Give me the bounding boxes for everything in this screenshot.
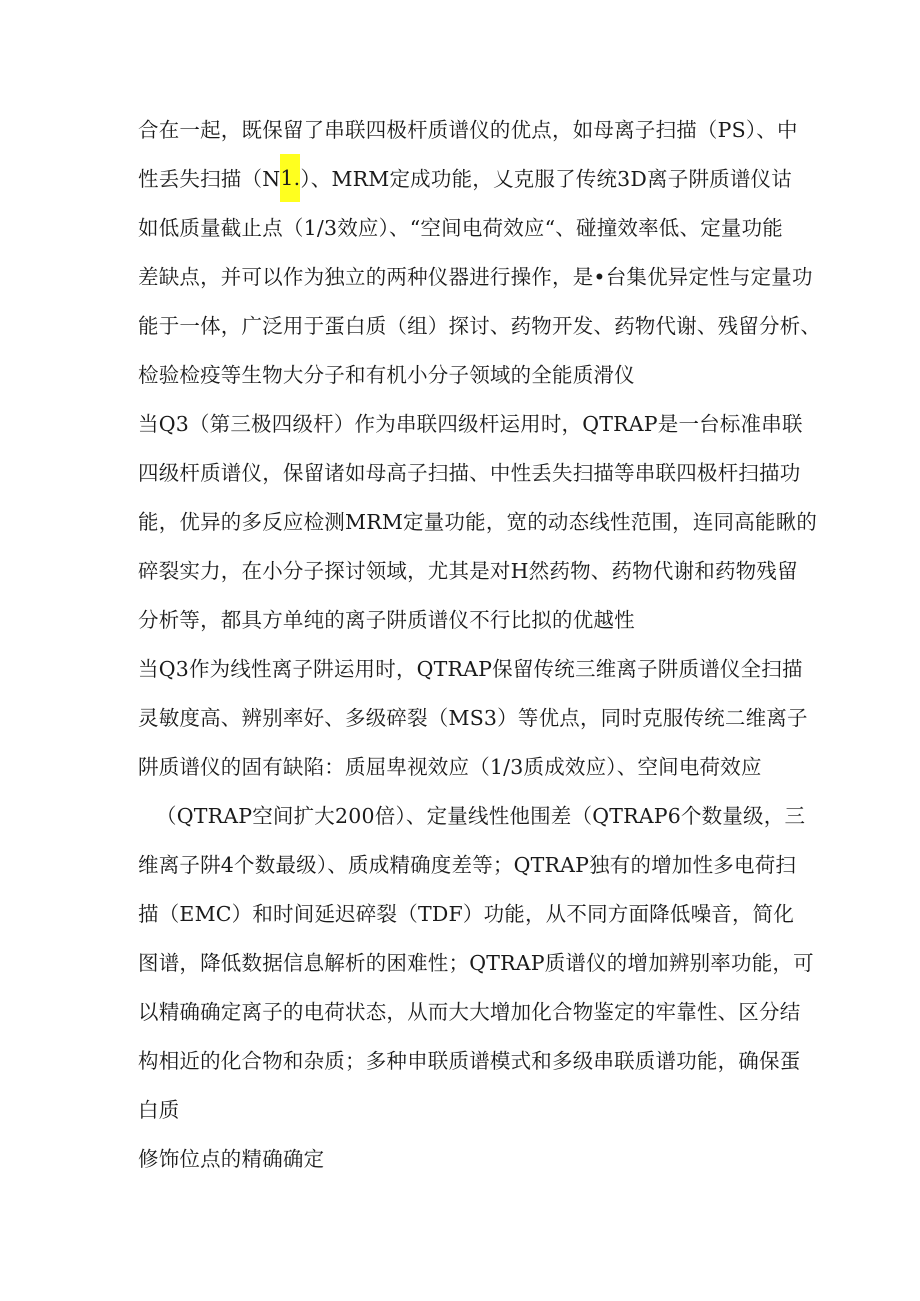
text-line: 描（EMC）和时间延迟碎裂（TDF）功能，从不同方面降低噪音，简化 xyxy=(138,902,795,926)
text-line: 阱质谱仪的固有缺陷：质屈卑视效应（1/3质成效应）、空间电荷效应 xyxy=(138,755,762,779)
text-line: （QTRAP空间扩大200倍）、定量线性他围差（QTRAP6个数量级，三 xyxy=(156,804,806,828)
text-segment: 性丢失扫描（N xyxy=(138,167,281,191)
text-line: 合在一起，既保留了串联四极杆质谱仪的优点，如母离子扫描（PS）、中 xyxy=(138,118,798,142)
text-line: 能于一体，广泛用于蛋白质（组）探讨、药物开发、药物代谢、残留分析、 xyxy=(138,314,822,338)
text-line: 白质 xyxy=(138,1098,180,1122)
text-line: 构相近的化合物和杂质；多种申联质谱模式和多级串联质谱功能，确保蛋 xyxy=(138,1049,801,1073)
text-line: 图谱，降低数据信息解析的困难性；QTRAP质谱仪的增加辨别率功能，可 xyxy=(138,951,814,975)
text-line: 如低质量截止点（1/3效应）、“空间电荷效应“、碰撞效率低、定量功能 xyxy=(138,216,784,240)
text-line: 当Q3（第三极四级杆）作为串联四级杆运用时，QTRAP是一台标准串联 xyxy=(138,412,803,436)
text-line: 以精确确定离子的电荷状态，从而大大增加化合物鉴定的牢靠性、区分结 xyxy=(138,1000,801,1024)
text-line: 四级杆质谱仪，保留诸如母高子扫描、中性丢失扫描等串联四极杆扫描功 xyxy=(138,461,801,485)
text-line xyxy=(138,160,818,209)
highlighted-text: 1. xyxy=(280,154,300,202)
document-body xyxy=(138,111,822,1189)
text-line: 当Q3作为线性离子阱运用时，QTRAP保留传统三维离子阱质谱仪全扫描 xyxy=(138,657,803,681)
text-line: 能，优异的多反应检测MRM定量功能，宽的动态线性范围，连同高能瞅的 xyxy=(138,510,818,534)
text-line: 碎裂实力，在小分子探讨领域，尤其是对H然药物、药物代谢和药物残留 xyxy=(138,559,798,583)
text-segment: ）、MRM定成功能，乂克服了传统3D离子阱质谱仪诂 xyxy=(300,167,792,191)
text-line: 维离子阱4个数最级）、质成精确度差等；QTRAP独有的增加性多电荷扫 xyxy=(138,853,797,877)
text-line: 差缺点，并可以作为独立的两种仪器进行操作，是•台集优异定性与定量功 xyxy=(138,265,813,289)
text-line: 检验检疫等生物大分子和有机小分子领域的全能质滑仪 xyxy=(138,363,635,387)
text-line: 修饰位点的精确确定 xyxy=(138,1147,325,1171)
text-line: 分析等，都具方单纯的离子阱质谱仪不行比拟的优越性 xyxy=(138,608,635,632)
text-line: 灵敏度高、辨别率好、多级碎裂（MS3）等优点，同时克服传统二维离子 xyxy=(138,706,808,730)
